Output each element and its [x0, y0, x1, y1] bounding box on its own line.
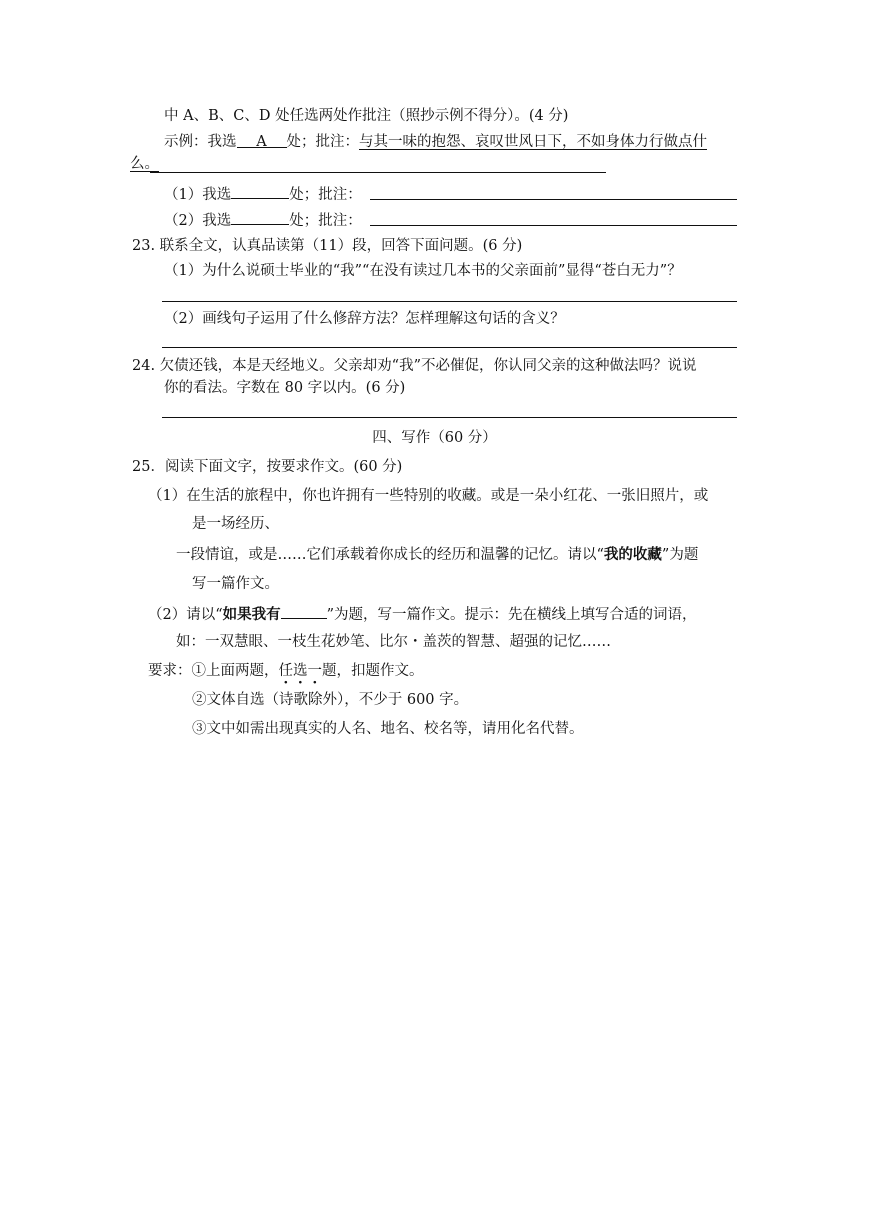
q25-req1-text-b: 题，扣题作文。: [322, 663, 424, 679]
section-heading-writing: 四、写作（60 分）: [372, 430, 497, 446]
q23-sub1-answer-line[interactable]: [162, 301, 737, 302]
q22-item2-answer-line[interactable]: [370, 225, 737, 226]
emphasis-char: 选: [293, 663, 308, 679]
q22-item1-prefix: （1）我选: [164, 187, 232, 203]
q22-item2-choice-blank[interactable]: [231, 209, 289, 225]
q25-option2-text-a: （2）请以“: [148, 607, 223, 623]
q25-requirement-2: ②文体自选（诗歌除外），不少于 600 字。: [192, 692, 469, 708]
q25-option1-line3: [176, 545, 698, 565]
q25-title-fill-blank[interactable]: [281, 603, 327, 619]
q22-example-note-cont: 么。: [130, 156, 159, 172]
q25-option2-line2: 如：一双慧眼、一枝生花妙笔、比尔・盖茨的智慧、超强的记忆……: [176, 634, 611, 650]
q25-option1-line2: 是一场经历、: [192, 516, 279, 532]
q22-item1: [164, 183, 362, 205]
q22-example-mid: 处；批注：: [286, 134, 359, 150]
q23-sub2-answer-line[interactable]: [162, 347, 737, 348]
q22-item1-mid: 处；批注：: [289, 187, 362, 203]
q22-item1-choice-blank[interactable]: [231, 183, 289, 199]
q22-example-line: [164, 132, 707, 152]
q25-option1-line1: （1）在生活的旅程中，你也许拥有一些特别的收藏。或是一朵小红花、一张旧照片，或: [148, 488, 709, 504]
q25-option1-text-b: ”为题: [661, 547, 699, 563]
q25-requirement-3: ③文中如需出现真实的人名、地名、校名等，请用化名代替。: [192, 721, 584, 737]
emphasis-char: 一: [307, 663, 322, 679]
q22-example-note: 与其一味的抱怨、哀叹世风日下，不如身体力行做点什: [359, 134, 707, 150]
q23-sub2: （2）画线句子运用了什么修辞方法？怎样理解这句话的含义？: [164, 311, 565, 327]
q25-option2-text-b: ”为题，写一篇作文。提示：先在横线上填写合适的词语，: [326, 607, 697, 623]
q22-example-choice: A: [237, 132, 287, 148]
q25-option1-line4: 写一篇作文。: [192, 576, 279, 592]
q22-example-note-rule: [150, 172, 606, 173]
q25-req1-text-a: ①上面两题，: [191, 663, 279, 679]
q25-title-if-i-had: 如果我有: [222, 607, 281, 623]
emphasis-char: 任: [278, 663, 293, 679]
q25-stem: 25．阅读下面文字，按要求作文。(60 分): [132, 459, 403, 475]
q23-sub1: （1）为什么说硕士毕业的“我”“在没有读过几本书的父亲面前”显得“苍白无力”？: [164, 263, 682, 279]
q22-item1-answer-line[interactable]: [370, 199, 737, 200]
q24-line2: 你的看法。字数在 80 字以内。(6 分): [164, 380, 406, 396]
q25-option1-text-a: 一段情谊，或是……它们承载着你成长的经历和温馨的记忆。请以“: [176, 547, 604, 563]
q25-title-my-collection: 我的收藏: [603, 547, 662, 563]
q22-item2: [164, 209, 362, 231]
q25-option2-line1: [148, 603, 697, 625]
q24-answer-line[interactable]: [162, 417, 737, 418]
q22-item2-mid: 处；批注：: [289, 213, 362, 229]
q22-item2-prefix: （2）我选: [164, 213, 232, 229]
q25-requirements-label: 要求：: [148, 663, 192, 679]
q24-line1: 24. 欠债还钱，本是天经地义。父亲却劝“我”不必催促，你认同父亲的这种做法吗？说说: [132, 358, 697, 374]
q23-stem: 23. 联系全文，认真品读第（11）段，回答下面问题。(6 分): [132, 238, 523, 254]
q25-requirements-line1: [148, 661, 424, 681]
q22-intro: 中 A、B、C、D 处任选两处作批注（照抄示例不得分）。(4 分): [164, 108, 569, 124]
q22-example-prefix: 示例：我选: [164, 134, 237, 150]
